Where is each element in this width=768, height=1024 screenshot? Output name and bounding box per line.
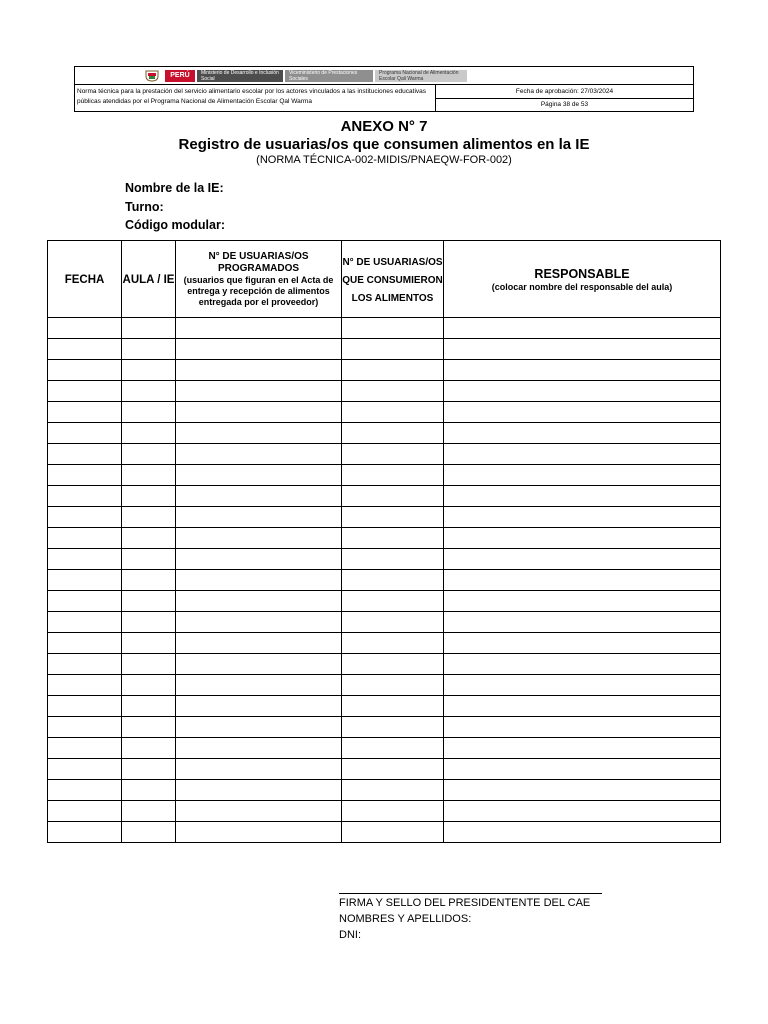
fecha-cell[interactable] <box>48 633 122 654</box>
responsable-cell[interactable] <box>444 402 721 423</box>
programados-cell[interactable] <box>176 444 342 465</box>
fecha-cell[interactable] <box>48 507 122 528</box>
coat-of-arms-icon <box>145 70 159 82</box>
document-title: Registro de usuarias/os que consumen alimentos en la IE <box>178 136 590 153</box>
header-consumieron: N° DE USUARIAS/OS QUE CONSUMIERON LOS ALIMENTOS <box>342 241 444 318</box>
responsable-cell[interactable] <box>444 717 721 738</box>
consumieron-cell[interactable] <box>342 402 444 423</box>
fecha-cell[interactable] <box>48 423 122 444</box>
aula-ie-cell[interactable] <box>122 675 176 696</box>
approval-date: Fecha de aprobación: 27/03/2024 <box>515 88 614 95</box>
fecha-cell[interactable] <box>48 675 122 696</box>
responsable-cell[interactable] <box>444 759 721 780</box>
programados-cell[interactable] <box>176 591 342 612</box>
consumieron-cell[interactable] <box>342 318 444 339</box>
fecha-cell[interactable] <box>48 696 122 717</box>
aula-ie-cell[interactable] <box>122 570 176 591</box>
table-row <box>48 423 721 444</box>
aula-ie-cell[interactable] <box>122 801 176 822</box>
consumieron-cell[interactable] <box>342 423 444 444</box>
table-row <box>48 654 721 675</box>
table-row <box>48 402 721 423</box>
responsable-cell[interactable] <box>444 360 721 381</box>
programados-cell[interactable] <box>176 528 342 549</box>
responsable-cell[interactable] <box>444 549 721 570</box>
responsable-cell[interactable] <box>444 591 721 612</box>
table-row <box>48 717 721 738</box>
table-body <box>48 318 721 843</box>
table-row <box>48 549 721 570</box>
programados-cell[interactable] <box>176 675 342 696</box>
vice-ministry-logo: Viceministerio de Prestaciones Sociales <box>285 70 373 82</box>
table-row <box>48 339 721 360</box>
programados-cell[interactable] <box>176 738 342 759</box>
responsable-cell[interactable] <box>444 318 721 339</box>
consumieron-cell[interactable] <box>342 381 444 402</box>
aula-ie-cell[interactable] <box>122 423 176 444</box>
table-row <box>48 381 721 402</box>
aula-ie-cell[interactable] <box>122 465 176 486</box>
fecha-cell[interactable] <box>48 759 122 780</box>
table-row <box>48 759 721 780</box>
responsable-cell[interactable] <box>444 675 721 696</box>
responsable-cell[interactable] <box>444 696 721 717</box>
responsable-cell[interactable] <box>444 444 721 465</box>
fecha-cell[interactable] <box>48 570 122 591</box>
consumieron-cell[interactable] <box>342 549 444 570</box>
consumieron-cell[interactable] <box>342 801 444 822</box>
header-programados <box>176 241 342 318</box>
table-row <box>48 465 721 486</box>
fecha-cell[interactable] <box>48 654 122 675</box>
program-logo: Programa Nacional de Alimentación Escolar Qali Warma <box>375 70 467 82</box>
page-number: Página 38 de 53 <box>540 101 589 108</box>
fecha-cell[interactable] <box>48 822 122 843</box>
table-row <box>48 360 721 381</box>
logo-strip <box>75 67 693 85</box>
table-row <box>48 675 721 696</box>
fecha-cell[interactable] <box>48 360 122 381</box>
consumieron-cell[interactable] <box>342 696 444 717</box>
responsable-cell[interactable] <box>444 612 721 633</box>
consumieron-cell[interactable] <box>342 612 444 633</box>
programados-cell[interactable] <box>176 486 342 507</box>
ie-name-label: Nombre de la IE: <box>125 181 224 195</box>
programados-cell[interactable] <box>176 717 342 738</box>
aula-ie-cell[interactable] <box>122 717 176 738</box>
header-programados-title: N° DE USUARIAS/OS PROGRAMADOS <box>208 250 309 274</box>
peru-logo: PERÚ <box>165 70 195 82</box>
programados-cell[interactable] <box>176 360 342 381</box>
responsable-cell[interactable] <box>444 486 721 507</box>
fecha-cell[interactable] <box>48 612 122 633</box>
table-row <box>48 696 721 717</box>
responsable-cell[interactable] <box>444 780 721 801</box>
header-fecha: FECHA <box>48 241 122 318</box>
fecha-cell[interactable] <box>48 486 122 507</box>
responsable-cell[interactable] <box>444 822 721 843</box>
aula-ie-cell[interactable] <box>122 633 176 654</box>
signature-names-label: NOMBRES Y APELLIDOS: <box>339 913 472 925</box>
responsable-cell[interactable] <box>444 528 721 549</box>
signature-title: FIRMA Y SELLO DEL PRESIDENTENTE DEL CAE <box>339 897 591 909</box>
consumieron-cell[interactable] <box>342 465 444 486</box>
consumieron-cell[interactable] <box>342 759 444 780</box>
aula-ie-cell[interactable] <box>122 381 176 402</box>
fecha-cell[interactable] <box>48 444 122 465</box>
consumieron-cell[interactable] <box>342 528 444 549</box>
aula-ie-cell[interactable] <box>122 444 176 465</box>
consumieron-cell[interactable] <box>342 738 444 759</box>
fecha-cell[interactable] <box>48 780 122 801</box>
programados-cell[interactable] <box>176 801 342 822</box>
programados-cell[interactable] <box>176 318 342 339</box>
programados-cell[interactable] <box>176 465 342 486</box>
fecha-cell[interactable] <box>48 528 122 549</box>
programados-cell[interactable] <box>176 696 342 717</box>
table-row <box>48 612 721 633</box>
header-divider-horizontal <box>436 98 693 99</box>
fecha-cell[interactable] <box>48 465 122 486</box>
responsable-cell[interactable] <box>444 801 721 822</box>
programados-cell[interactable] <box>176 822 342 843</box>
table-row <box>48 738 721 759</box>
table-row <box>48 591 721 612</box>
table-row <box>48 507 721 528</box>
aula-ie-cell[interactable] <box>122 528 176 549</box>
document-header <box>74 66 694 112</box>
signature-line <box>339 893 602 894</box>
responsable-cell[interactable] <box>444 423 721 444</box>
codigo-modular-label: Código modular: <box>125 218 225 232</box>
aula-ie-cell[interactable] <box>122 738 176 759</box>
programados-cell[interactable] <box>176 423 342 444</box>
consumieron-cell[interactable] <box>342 717 444 738</box>
fecha-cell[interactable] <box>48 381 122 402</box>
programados-cell[interactable] <box>176 339 342 360</box>
fecha-cell[interactable] <box>48 801 122 822</box>
consumieron-cell[interactable] <box>342 654 444 675</box>
consumieron-cell[interactable] <box>342 675 444 696</box>
consumieron-cell[interactable] <box>342 507 444 528</box>
aula-ie-cell[interactable] <box>122 780 176 801</box>
annex-title: ANEXO N° 7 <box>340 118 428 135</box>
consumieron-cell[interactable] <box>342 633 444 654</box>
norm-reference: (NORMA TÉCNICA-002-MIDIS/PNAEQW-FOR-002) <box>256 154 512 166</box>
programados-cell[interactable] <box>176 381 342 402</box>
fecha-cell[interactable] <box>48 717 122 738</box>
aula-ie-cell[interactable] <box>122 759 176 780</box>
consumieron-cell[interactable] <box>342 444 444 465</box>
turno-label: Turno: <box>125 200 164 214</box>
aula-ie-cell[interactable] <box>122 339 176 360</box>
programados-cell[interactable] <box>176 402 342 423</box>
responsable-cell[interactable] <box>444 381 721 402</box>
table-header-row <box>48 241 721 318</box>
register-table <box>47 240 721 843</box>
programados-cell[interactable] <box>176 633 342 654</box>
responsable-cell[interactable] <box>444 738 721 759</box>
table-row <box>48 822 721 843</box>
programados-cell[interactable] <box>176 549 342 570</box>
fecha-cell[interactable] <box>48 549 122 570</box>
aula-ie-cell[interactable] <box>122 654 176 675</box>
header-programados-note: (usuarios que figuran en el Acta de entrega y recepción de alimentos entregada por el proveedor) <box>183 274 334 307</box>
table-row <box>48 570 721 591</box>
table-row <box>48 528 721 549</box>
table-row <box>48 780 721 801</box>
fecha-cell[interactable] <box>48 402 122 423</box>
header-aula-ie: AULA / IE <box>122 241 176 318</box>
ministry-logo: Ministerio de Desarrollo e Inclusión Social <box>197 70 283 82</box>
consumieron-cell[interactable] <box>342 339 444 360</box>
programados-cell[interactable] <box>176 759 342 780</box>
responsable-cell[interactable] <box>444 507 721 528</box>
programados-cell[interactable] <box>176 654 342 675</box>
fecha-cell[interactable] <box>48 318 122 339</box>
header-responsable <box>444 241 721 318</box>
programados-cell[interactable] <box>176 612 342 633</box>
aula-ie-cell[interactable] <box>122 360 176 381</box>
table-row <box>48 633 721 654</box>
fecha-cell[interactable] <box>48 738 122 759</box>
responsable-cell[interactable] <box>444 339 721 360</box>
aula-ie-cell[interactable] <box>122 591 176 612</box>
header-responsable-title: RESPONSABLE <box>534 266 630 281</box>
table-row <box>48 318 721 339</box>
consumieron-cell[interactable] <box>342 570 444 591</box>
consumieron-cell[interactable] <box>342 591 444 612</box>
aula-ie-cell[interactable] <box>122 612 176 633</box>
fecha-cell[interactable] <box>48 591 122 612</box>
responsable-cell[interactable] <box>444 465 721 486</box>
aula-ie-cell[interactable] <box>122 318 176 339</box>
table-row <box>48 801 721 822</box>
table-row <box>48 486 721 507</box>
consumieron-cell[interactable] <box>342 822 444 843</box>
consumieron-cell[interactable] <box>342 780 444 801</box>
fecha-cell[interactable] <box>48 339 122 360</box>
header-description: Norma técnica para la prestación del servicio alimentario escolar por los actores vinculados a las instituciones educativas públicas atendidas por el Programa Nacional de Alimentación Escolar Qal Warma <box>77 88 427 105</box>
aula-ie-cell[interactable] <box>122 402 176 423</box>
aula-ie-cell[interactable] <box>122 486 176 507</box>
responsable-cell[interactable] <box>444 654 721 675</box>
aula-ie-cell[interactable] <box>122 696 176 717</box>
aula-ie-cell[interactable] <box>122 822 176 843</box>
programados-cell[interactable] <box>176 507 342 528</box>
consumieron-cell[interactable] <box>342 486 444 507</box>
responsable-cell[interactable] <box>444 633 721 654</box>
table-row <box>48 444 721 465</box>
consumieron-cell[interactable] <box>342 360 444 381</box>
programados-cell[interactable] <box>176 780 342 801</box>
responsable-cell[interactable] <box>444 570 721 591</box>
programados-cell[interactable] <box>176 570 342 591</box>
aula-ie-cell[interactable] <box>122 549 176 570</box>
header-responsable-note: (colocar nombre del responsable del aula) <box>491 281 673 292</box>
aula-ie-cell[interactable] <box>122 507 176 528</box>
signature-dni-label: DNI: <box>339 929 361 941</box>
